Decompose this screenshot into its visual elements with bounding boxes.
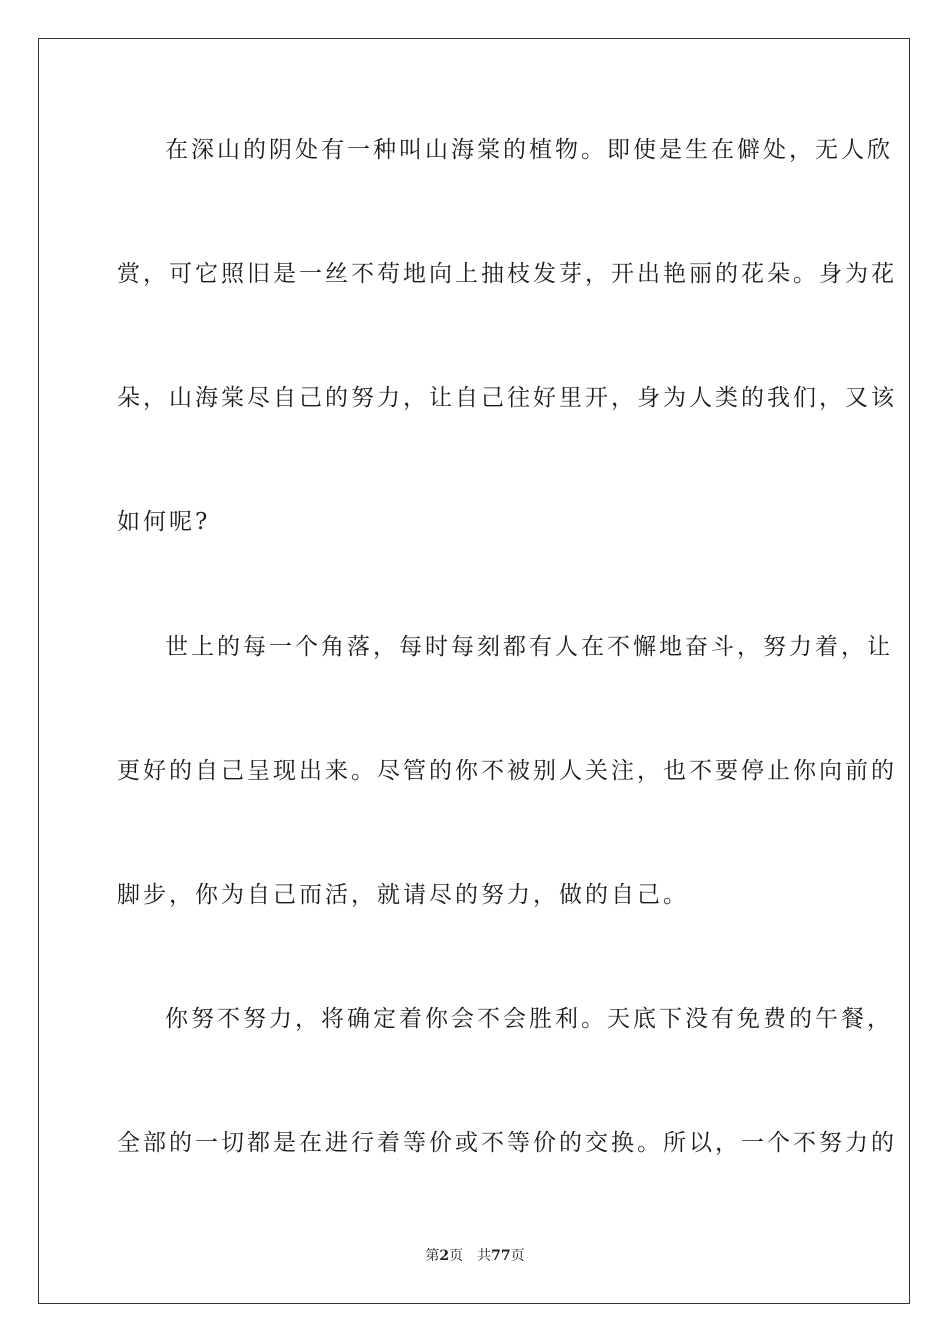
page-number: 2 — [439, 1248, 450, 1264]
page-suffix: 页 — [449, 1248, 464, 1264]
page-footer — [0, 1246, 950, 1266]
page-border — [38, 38, 910, 1304]
total-suffix: 页 — [510, 1248, 525, 1264]
text-line-7: 脚步，你为自己而活，就请尽的努力，做的自己。 — [117, 882, 689, 908]
text-line-3: 朵，山海棠尽自己的努力，让自己往好里开，身为人类的我们，又该 — [117, 385, 897, 411]
text-line-5: 世上的每一个角落，每时每刻都有人在不懈地奋斗，努力着，让 — [165, 634, 893, 660]
total-pages: 77 — [491, 1248, 511, 1264]
text-line-4: 如何呢? — [117, 509, 211, 535]
page-prefix: 第 — [425, 1248, 440, 1264]
text-line-6: 更好的自己呈现出来。尽管的你不被别人关注，也不要停止你向前的 — [117, 758, 897, 784]
text-line-8: 你努不努力，将确定着你会不会胜利。天底下没有免费的午餐， — [165, 1006, 893, 1032]
text-line-9: 全部的一切都是在进行着等价或不等价的交换。所以，一个不努力的 — [117, 1130, 897, 1156]
text-line-1: 在深山的阴处有一种叫山海棠的植物。即使是生在僻处，无人欣 — [165, 137, 893, 163]
total-prefix: 共 — [477, 1248, 492, 1264]
text-line-2: 赏，可它照旧是一丝不苟地向上抽枝发芽，开出艳丽的花朵。身为花 — [117, 261, 897, 287]
